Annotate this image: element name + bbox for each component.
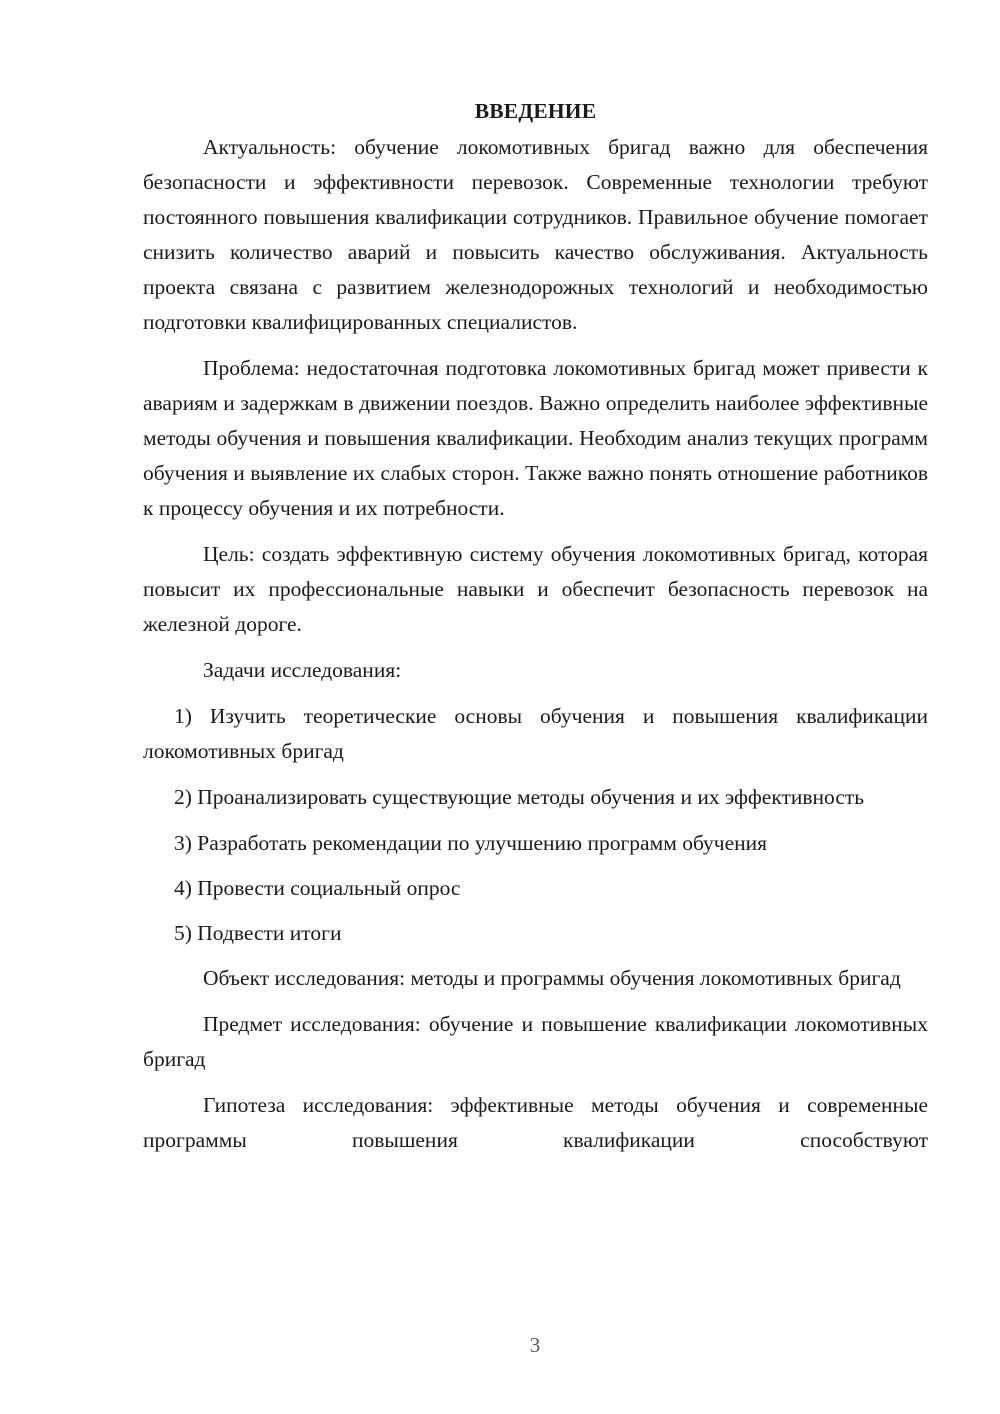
task-item: 1) Изучить теоретические основы обучения и повышения квалификации локомотивных бригад (143, 704, 928, 763)
problem-paragraph: Проблема: недостаточная подготовка локомотивных бригад может привести к авариям и задержкам в движении поездов. Важно определить наиболее эффективные методы обучения и повышения квалификации. Необходим анализ текущих программ обучения и выявление их слабых сторон. Также важно понять отношение работников к процессу обучения и их потребности. (143, 356, 928, 520)
relevance-paragraph: Актуальность: обучение локомотивных бригад важно для обеспечения безопасности и эффективности перевозок. Современные технологии требуют постоянного повышения квалификации сотрудников. Правильное обучение помогает снизить количество аварий и повысить качество обслуживания. Актуальность проекта связана с развитием железнодорожных технологий и необходимостью подготовки квалифицированных специалистов. (143, 135, 928, 334)
goal-paragraph: Цель: создать эффективную систему обучения локомотивных бригад, которая повысит их профессиональные навыки и обеспечит безопасность перевозок на железной дороге. (143, 542, 928, 636)
page-title: ВВЕДЕНИЕ (474, 99, 597, 123)
object-paragraph: Объект исследования: методы и программы обучения локомотивных бригад (203, 966, 901, 990)
subject-paragraph: Предмет исследования: обучение и повышение квалификации локомотивных бригад (143, 1012, 928, 1071)
task-item: 3) Разработать рекомендации по улучшению программ обучения (174, 831, 768, 855)
hypothesis-paragraph: Гипотеза исследования: эффективные методы обучения и современные программы повышения квалификации способствуют (143, 1093, 928, 1152)
task-item: 2) Проанализировать существующие методы обучения и их эффективность (174, 785, 865, 809)
page-content (143, 94, 928, 1158)
tasks-heading: Задачи исследования: (203, 658, 402, 682)
task-item: 4) Провести социальный опрос (174, 876, 461, 900)
page-number: 3 (529, 1333, 541, 1357)
task-item: 5) Подвести итоги (174, 921, 342, 945)
